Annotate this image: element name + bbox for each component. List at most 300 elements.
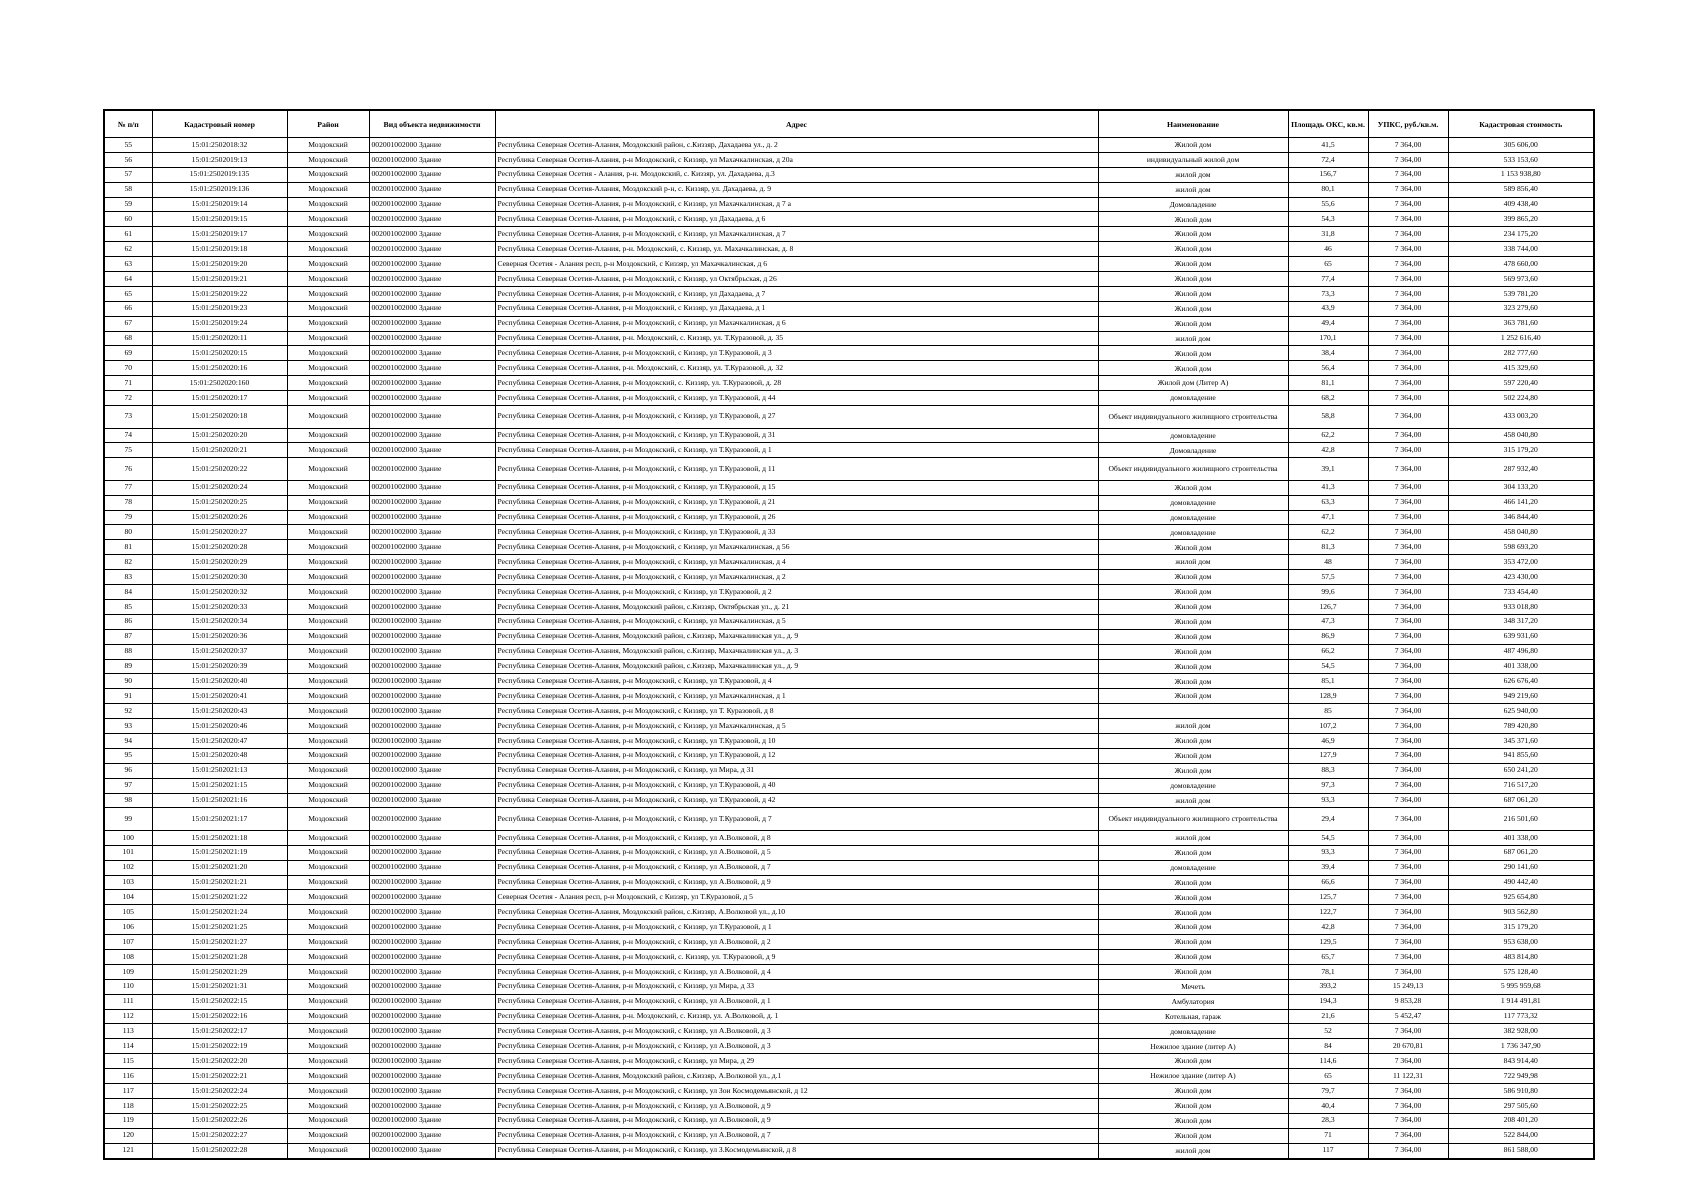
cell-cadastral-value: 953 638,00	[1448, 935, 1594, 950]
cell-area: 39,4	[1288, 860, 1368, 875]
cell-cadastral-value: 687 061,20	[1448, 845, 1594, 860]
cell-address: Республика Северная Осетия-Алания, р-н Моздокский, с Киззяр, ул Зои Космодемьянской, д 12	[495, 1084, 1098, 1099]
cell-cadastral-number: 15:01:2502020:160	[152, 376, 287, 391]
cell-district: Моздокский	[287, 629, 369, 644]
cell-cadastral-number: 15:01:2502020:11	[152, 331, 287, 346]
table-row	[104, 555, 1594, 570]
table-row	[104, 510, 1594, 525]
cell-district: Моздокский	[287, 905, 369, 920]
cell-district: Моздокский	[287, 346, 369, 361]
cell-address: Республика Северная Осетия-Алания, р-н Моздокский, с Киззяр, ул Махачкалинская, д 5	[495, 614, 1098, 629]
cell-upks: 7 364,00	[1368, 495, 1448, 510]
cell-address: Республика Северная Осетия-Алания, Моздокский район, с.Киззяр, Дахадаева ул., д. 2	[495, 138, 1098, 153]
cell-index: 115	[104, 1054, 152, 1069]
cell-cadastral-number: 15:01:2502022:24	[152, 1084, 287, 1099]
cell-district: Моздокский	[287, 182, 369, 197]
cell-object-type: 002001002000 Здание	[369, 331, 495, 346]
cell-object-type: 002001002000 Здание	[369, 495, 495, 510]
cell-cadastral-value: 586 910,80	[1448, 1084, 1594, 1099]
cell-area: 65,7	[1288, 950, 1368, 965]
cell-cadastral-number: 15:01:2502022:27	[152, 1128, 287, 1143]
table-row	[104, 1128, 1594, 1143]
cell-cadastral-value: 650 241,20	[1448, 763, 1594, 778]
table-row	[104, 525, 1594, 540]
cell-district: Моздокский	[287, 227, 369, 242]
cell-district: Моздокский	[287, 167, 369, 182]
cell-cadastral-value: 502 224,80	[1448, 391, 1594, 406]
cell-upks: 7 364,00	[1368, 950, 1448, 965]
cell-object-type: 002001002000 Здание	[369, 733, 495, 748]
cell-address: Республика Северная Осетия-Алания, р-н Моздокский, с Киззяр, ул А.Волковой, д 2	[495, 935, 1098, 950]
cell-address: Республика Северная Осетия-Алания, р-н Моздокский, с Киззяр, ул Махачкалинская, д 7 а	[495, 197, 1098, 212]
cell-upks: 7 364,00	[1368, 428, 1448, 443]
cell-cadastral-value: 348 317,20	[1448, 614, 1594, 629]
cell-address: Республика Северная Осетия-Алания, р-н Моздокский, с Киззяр, ул Т.Куразовой, д 42	[495, 793, 1098, 808]
cell-cadastral-number: 15:01:2502022:21	[152, 1069, 287, 1084]
cell-object-type: 002001002000 Здание	[369, 286, 495, 301]
cell-upks: 7 364,00	[1368, 674, 1448, 689]
cell-area: 107,2	[1288, 719, 1368, 734]
cell-area: 71	[1288, 1128, 1368, 1143]
cell-upks: 7 364,00	[1368, 138, 1448, 153]
cell-name: жилой дом	[1098, 167, 1288, 182]
cell-index: 68	[104, 331, 152, 346]
cell-index: 86	[104, 614, 152, 629]
cell-district: Моздокский	[287, 570, 369, 585]
cell-district: Моздокский	[287, 510, 369, 525]
cell-object-type: 002001002000 Здание	[369, 1009, 495, 1024]
cell-district: Моздокский	[287, 480, 369, 495]
cell-cadastral-value: 625 940,00	[1448, 704, 1594, 719]
cell-district: Моздокский	[287, 890, 369, 905]
cell-cadastral-number: 15:01:2502022:25	[152, 1098, 287, 1113]
cell-name: домовладение	[1098, 428, 1288, 443]
cell-cadastral-value: 415 329,60	[1448, 361, 1594, 376]
cell-address: Республика Северная Осетия-Алания, р-н Моздокский, с Киззяр, ул А.Волковой, д 4	[495, 964, 1098, 979]
cell-index: 117	[104, 1084, 152, 1099]
cell-cadastral-number: 15:01:2502020:36	[152, 629, 287, 644]
cell-cadastral-number: 15:01:2502020:40	[152, 674, 287, 689]
cell-area: 21,6	[1288, 1009, 1368, 1024]
cell-area: 41,5	[1288, 138, 1368, 153]
cell-upks: 20 670,81	[1368, 1039, 1448, 1054]
cell-name: Нежилое здание (литер А)	[1098, 1039, 1288, 1054]
table-body	[104, 138, 1594, 1159]
cell-district: Моздокский	[287, 242, 369, 257]
cell-name: жилой дом	[1098, 719, 1288, 734]
cell-upks: 7 364,00	[1368, 458, 1448, 481]
cell-object-type: 002001002000 Здание	[369, 428, 495, 443]
cell-object-type: 002001002000 Здание	[369, 406, 495, 429]
cell-cadastral-value: 941 855,60	[1448, 748, 1594, 763]
cell-upks: 7 364,00	[1368, 346, 1448, 361]
cell-name: Жилой дом	[1098, 659, 1288, 674]
cell-cadastral-value: 304 133,20	[1448, 480, 1594, 495]
cell-upks: 7 364,00	[1368, 875, 1448, 890]
table-row	[104, 704, 1594, 719]
cell-object-type: 002001002000 Здание	[369, 1039, 495, 1054]
cell-area: 54,5	[1288, 830, 1368, 845]
table-row	[104, 316, 1594, 331]
cell-cadastral-value: 598 693,20	[1448, 540, 1594, 555]
cell-upks: 7 364,00	[1368, 704, 1448, 719]
cell-upks: 7 364,00	[1368, 733, 1448, 748]
table-row	[104, 495, 1594, 510]
cell-district: Моздокский	[287, 920, 369, 935]
cell-area: 63,3	[1288, 495, 1368, 510]
cell-cadastral-value: 287 932,40	[1448, 458, 1594, 481]
cell-cadastral-value: 401 338,00	[1448, 659, 1594, 674]
cell-name: Жилой дом	[1098, 875, 1288, 890]
cell-district: Моздокский	[287, 935, 369, 950]
table-row	[104, 480, 1594, 495]
cell-object-type: 002001002000 Здание	[369, 1113, 495, 1128]
cell-object-type: 002001002000 Здание	[369, 376, 495, 391]
cell-district: Моздокский	[287, 793, 369, 808]
cell-area: 54,5	[1288, 659, 1368, 674]
cell-cadastral-value: 533 153,60	[1448, 152, 1594, 167]
cell-address: Республика Северная Осетия-Алания, р-н Моздокский, с Киззяр, ул Т.Куразовой, д 1	[495, 920, 1098, 935]
cell-district: Моздокский	[287, 1009, 369, 1024]
cell-address: Республика Северная Осетия-Алания, р-н Моздокский, с. Киззяр, ул. Т.Куразовой, д 9	[495, 950, 1098, 965]
cell-cadastral-number: 15:01:2502020:39	[152, 659, 287, 674]
cell-object-type: 002001002000 Здание	[369, 361, 495, 376]
cell-upks: 7 364,00	[1368, 361, 1448, 376]
cell-index: 62	[104, 242, 152, 257]
cell-district: Моздокский	[287, 331, 369, 346]
cell-index: 84	[104, 585, 152, 600]
cell-area: 40,4	[1288, 1098, 1368, 1113]
cell-index: 71	[104, 376, 152, 391]
table-row	[104, 1069, 1594, 1084]
cell-cadastral-number: 15:01:2502020:21	[152, 443, 287, 458]
cell-address: Республика Северная Осетия-Алания, р-н Моздокский, с Киззяр, ул Дахадаева, д 7	[495, 286, 1098, 301]
cell-object-type: 002001002000 Здание	[369, 704, 495, 719]
table-row	[104, 778, 1594, 793]
cell-address: Республика Северная Осетия-Алания, р-н. Моздокский, с. Киззяр, ул. Т.Куразовой, д. 35	[495, 331, 1098, 346]
cell-cadastral-value: 522 844,00	[1448, 1128, 1594, 1143]
cell-area: 97,3	[1288, 778, 1368, 793]
cell-index: 100	[104, 830, 152, 845]
cell-area: 65	[1288, 257, 1368, 272]
cell-object-type: 002001002000 Здание	[369, 905, 495, 920]
cell-index: 66	[104, 301, 152, 316]
cell-cadastral-value: 483 814,80	[1448, 950, 1594, 965]
cell-index: 103	[104, 875, 152, 890]
cell-cadastral-number: 15:01:2502022:20	[152, 1054, 287, 1069]
cell-cadastral-number: 15:01:2502021:13	[152, 763, 287, 778]
cell-object-type: 002001002000 Здание	[369, 212, 495, 227]
cell-address: Республика Северная Осетия-Алания, р-н Моздокский, с Киззяр, ул Махачкалинская, д 56	[495, 540, 1098, 555]
cell-index: 106	[104, 920, 152, 935]
cell-area: 68,2	[1288, 391, 1368, 406]
cell-area: 78,1	[1288, 964, 1368, 979]
cell-address: Северная Осетия - Алания респ, р-н Моздокский, с Киззяр, ул Т.Куразовой, д 5	[495, 890, 1098, 905]
cell-district: Моздокский	[287, 674, 369, 689]
cell-name: Мечеть	[1098, 979, 1288, 994]
cell-cadastral-number: 15:01:2502020:24	[152, 480, 287, 495]
cell-cadastral-number: 15:01:2502020:43	[152, 704, 287, 719]
cell-address: Республика Северная Осетия-Алания, р-н Моздокский, с Киззяр, ул А.Волковой, д 8	[495, 830, 1098, 845]
cell-upks: 7 364,00	[1368, 689, 1448, 704]
table-row	[104, 182, 1594, 197]
cell-cadastral-value: 409 438,40	[1448, 197, 1594, 212]
cell-address: Республика Северная Осетия-Алания, р-н Моздокский, с Киззяр, ул Махачкалинская, д 1	[495, 689, 1098, 704]
cell-district: Моздокский	[287, 555, 369, 570]
cell-cadastral-value: 843 914,40	[1448, 1054, 1594, 1069]
cell-address: Республика Северная Осетия - Алания, р-н. Моздокский, с. Киззяр, ул. Дахадаева, д.3	[495, 167, 1098, 182]
table-row	[104, 1009, 1594, 1024]
cell-address: Республика Северная Осетия-Алания, р-н Моздокский, с Киззяр, ул Т.Куразовой, д 40	[495, 778, 1098, 793]
cell-upks: 7 364,00	[1368, 316, 1448, 331]
cell-district: Моздокский	[287, 994, 369, 1009]
cell-cadastral-number: 15:01:2502021:15	[152, 778, 287, 793]
cell-object-type: 002001002000 Здание	[369, 659, 495, 674]
cell-object-type: 002001002000 Здание	[369, 443, 495, 458]
cell-cadastral-value: 1 153 938,80	[1448, 167, 1594, 182]
cell-area: 80,1	[1288, 182, 1368, 197]
cell-cadastral-value: 346 844,40	[1448, 510, 1594, 525]
table-row	[104, 890, 1594, 905]
cell-area: 39,1	[1288, 458, 1368, 481]
cell-area: 73,3	[1288, 286, 1368, 301]
cell-area: 72,4	[1288, 152, 1368, 167]
cell-name: Жилой дом	[1098, 920, 1288, 935]
cell-cadastral-number: 15:01:2502021:25	[152, 920, 287, 935]
cell-object-type: 002001002000 Здание	[369, 830, 495, 845]
cell-address: Республика Северная Осетия-Алания, р-н Моздокский, с Киззяр, ул Т.Куразовой, д 31	[495, 428, 1098, 443]
cell-index: 110	[104, 979, 152, 994]
cell-district: Моздокский	[287, 689, 369, 704]
cell-area: 58,8	[1288, 406, 1368, 429]
cell-address: Северная Осетия - Алания респ, р-н Моздокский, с Киззяр, ул Махачкалинская, д 6	[495, 257, 1098, 272]
cell-upks: 7 364,00	[1368, 182, 1448, 197]
cell-cadastral-value: 569 973,60	[1448, 272, 1594, 287]
cell-address: Республика Северная Осетия-Алания, р-н Моздокский, с Киззяр, ул Махачкалинская, д 5	[495, 719, 1098, 734]
cell-area: 47,1	[1288, 510, 1368, 525]
cell-index: 95	[104, 748, 152, 763]
cell-area: 42,8	[1288, 443, 1368, 458]
cell-name: домовладение	[1098, 778, 1288, 793]
table-row	[104, 197, 1594, 212]
cell-upks: 7 364,00	[1368, 614, 1448, 629]
cell-area: 56,4	[1288, 361, 1368, 376]
cell-address: Республика Северная Осетия-Алания, р-н Моздокский, с Киззяр, ул Дахадаева, д 6	[495, 212, 1098, 227]
cell-district: Моздокский	[287, 1098, 369, 1113]
cell-cadastral-number: 15:01:2502021:16	[152, 793, 287, 808]
table-row	[104, 257, 1594, 272]
cell-address: Республика Северная Осетия-Алания, р-н Моздокский, с Киззяр, ул Махачкалинская, д 4	[495, 555, 1098, 570]
cell-object-type: 002001002000 Здание	[369, 875, 495, 890]
cell-index: 116	[104, 1069, 152, 1084]
cell-name: домовладение	[1098, 860, 1288, 875]
cell-cadastral-number: 15:01:2502020:47	[152, 733, 287, 748]
cell-cadastral-number: 15:01:2502019:135	[152, 167, 287, 182]
cell-object-type: 002001002000 Здание	[369, 994, 495, 1009]
cell-object-type: 002001002000 Здание	[369, 316, 495, 331]
cell-name: домовладение	[1098, 1024, 1288, 1039]
cell-cadastral-value: 382 928,00	[1448, 1024, 1594, 1039]
cell-address: Республика Северная Осетия-Алания, р-н Моздокский, с Киззяр, ул Т.Куразовой, д 44	[495, 391, 1098, 406]
cell-area: 62,2	[1288, 428, 1368, 443]
cell-cadastral-number: 15:01:2502022:19	[152, 1039, 287, 1054]
cell-cadastral-value: 716 517,20	[1448, 778, 1594, 793]
cell-cadastral-value: 208 401,20	[1448, 1113, 1594, 1128]
cell-district: Моздокский	[287, 272, 369, 287]
cell-area: 29,4	[1288, 808, 1368, 831]
cell-index: 83	[104, 570, 152, 585]
cell-upks: 7 364,00	[1368, 808, 1448, 831]
table-row	[104, 689, 1594, 704]
cell-name: домовладение	[1098, 510, 1288, 525]
cell-cadastral-number: 15:01:2502020:15	[152, 346, 287, 361]
cell-index: 56	[104, 152, 152, 167]
cell-area: 127,9	[1288, 748, 1368, 763]
cell-index: 76	[104, 458, 152, 481]
cell-cadastral-number: 15:01:2502021:22	[152, 890, 287, 905]
cell-object-type: 002001002000 Здание	[369, 1054, 495, 1069]
cell-index: 60	[104, 212, 152, 227]
cell-index: 59	[104, 197, 152, 212]
cell-upks: 7 364,00	[1368, 301, 1448, 316]
cell-area: 28,3	[1288, 1113, 1368, 1128]
cell-name: Жилой дом	[1098, 346, 1288, 361]
cell-cadastral-value: 733 454,40	[1448, 585, 1594, 600]
cell-cadastral-value: 305 606,00	[1448, 138, 1594, 153]
cell-cadastral-value: 401 338,00	[1448, 830, 1594, 845]
table-row	[104, 1143, 1594, 1158]
cell-index: 101	[104, 845, 152, 860]
cell-name: Жилой дом	[1098, 242, 1288, 257]
cell-index: 99	[104, 808, 152, 831]
cell-index: 88	[104, 644, 152, 659]
cell-address: Республика Северная Осетия-Алания, р-н Моздокский, с Киззяр, ул Махачкалинская, д 6	[495, 316, 1098, 331]
cell-cadastral-value: 925 654,80	[1448, 890, 1594, 905]
cell-name: Жилой дом	[1098, 227, 1288, 242]
header-address: Адрес	[495, 110, 1098, 138]
table-row	[104, 1024, 1594, 1039]
cell-object-type: 002001002000 Здание	[369, 599, 495, 614]
table-row	[104, 733, 1594, 748]
cell-address: Республика Северная Осетия-Алания, р-н Моздокский, с Киззяр, ул Т.Куразовой, д 7	[495, 808, 1098, 831]
cell-object-type: 002001002000 Здание	[369, 182, 495, 197]
cell-district: Моздокский	[287, 540, 369, 555]
cell-upks: 7 364,00	[1368, 152, 1448, 167]
cell-area: 47,3	[1288, 614, 1368, 629]
cell-upks: 7 364,00	[1368, 1054, 1448, 1069]
cell-object-type: 002001002000 Здание	[369, 525, 495, 540]
cell-upks: 7 364,00	[1368, 570, 1448, 585]
cell-cadastral-value: 282 777,60	[1448, 346, 1594, 361]
cell-index: 58	[104, 182, 152, 197]
cell-object-type: 002001002000 Здание	[369, 346, 495, 361]
cell-index: 96	[104, 763, 152, 778]
cell-object-type: 002001002000 Здание	[369, 644, 495, 659]
cell-upks: 7 364,00	[1368, 406, 1448, 429]
cell-district: Моздокский	[287, 585, 369, 600]
cell-district: Моздокский	[287, 979, 369, 994]
table-row	[104, 845, 1594, 860]
cell-upks: 7 364,00	[1368, 748, 1448, 763]
cell-name: Жилой дом	[1098, 301, 1288, 316]
cell-area: 170,1	[1288, 331, 1368, 346]
cell-upks: 7 364,00	[1368, 480, 1448, 495]
cell-upks: 7 364,00	[1368, 555, 1448, 570]
cell-cadastral-value: 789 420,80	[1448, 719, 1594, 734]
cell-object-type: 002001002000 Здание	[369, 950, 495, 965]
cell-address: Республика Северная Осетия-Алания, Моздокский р-н, с. Киззяр, ул. Дахадаева, д. 9	[495, 182, 1098, 197]
cell-area: 42,8	[1288, 920, 1368, 935]
cell-cadastral-value: 722 949,98	[1448, 1069, 1594, 1084]
cell-cadastral-value: 626 676,40	[1448, 674, 1594, 689]
cell-object-type: 002001002000 Здание	[369, 555, 495, 570]
cell-upks: 7 364,00	[1368, 1113, 1448, 1128]
cell-area: 122,7	[1288, 905, 1368, 920]
table-row	[104, 391, 1594, 406]
cell-upks: 7 364,00	[1368, 257, 1448, 272]
header-object-type: Вид объекта недвижимости	[369, 110, 495, 138]
cell-area: 93,3	[1288, 793, 1368, 808]
cell-object-type: 002001002000 Здание	[369, 227, 495, 242]
cell-name: жилой дом	[1098, 182, 1288, 197]
cell-address: Республика Северная Осетия-Алания, р-н Моздокский, с Киззяр, ул А.Волковой, д 7	[495, 1128, 1098, 1143]
table-row	[104, 629, 1594, 644]
table-row	[104, 361, 1594, 376]
table-row	[104, 860, 1594, 875]
cell-upks: 7 364,00	[1368, 443, 1448, 458]
cell-area: 57,5	[1288, 570, 1368, 585]
cell-address: Республика Северная Осетия-Алания, р-н Моздокский, с Киззяр, ул Т.Куразовой, д 33	[495, 525, 1098, 540]
cell-address: Республика Северная Осетия-Алания, р-н Моздокский, с Киззяр, ул Т.Куразовой, д 26	[495, 510, 1098, 525]
cell-index: 55	[104, 138, 152, 153]
table-row	[104, 875, 1594, 890]
cell-area: 66,2	[1288, 644, 1368, 659]
cell-name: жилой дом	[1098, 555, 1288, 570]
cell-district: Моздокский	[287, 704, 369, 719]
cell-district: Моздокский	[287, 1024, 369, 1039]
cell-object-type: 002001002000 Здание	[369, 570, 495, 585]
cell-index: 87	[104, 629, 152, 644]
cell-cadastral-number: 15:01:2502022:15	[152, 994, 287, 1009]
cell-address: Республика Северная Осетия-Алания, р-н Моздокский, с Киззяр, ул Т.Куразовой, д 2	[495, 585, 1098, 600]
cell-area: 85,1	[1288, 674, 1368, 689]
cell-district: Моздокский	[287, 316, 369, 331]
table-row	[104, 1113, 1594, 1128]
cell-district: Моздокский	[287, 845, 369, 860]
table-row	[104, 1054, 1594, 1069]
cell-cadastral-value: 589 856,40	[1448, 182, 1594, 197]
table-row	[104, 272, 1594, 287]
table-row	[104, 152, 1594, 167]
cell-area: 54,3	[1288, 212, 1368, 227]
cell-name: Жилой дом	[1098, 585, 1288, 600]
cell-name: Жилой дом	[1098, 599, 1288, 614]
table-row	[104, 331, 1594, 346]
cell-district: Моздокский	[287, 428, 369, 443]
cell-upks: 7 364,00	[1368, 540, 1448, 555]
cell-object-type: 002001002000 Здание	[369, 257, 495, 272]
cell-index: 85	[104, 599, 152, 614]
cell-cadastral-number: 15:01:2502019:20	[152, 257, 287, 272]
table-row	[104, 570, 1594, 585]
cell-address: Республика Северная Осетия-Алания, р-н Моздокский, с Киззяр, ул А.Волковой, д 9	[495, 1098, 1098, 1113]
cell-object-type: 002001002000 Здание	[369, 674, 495, 689]
cell-upks: 7 364,00	[1368, 1128, 1448, 1143]
cell-object-type: 002001002000 Здание	[369, 614, 495, 629]
cell-cadastral-number: 15:01:2502021:18	[152, 830, 287, 845]
cell-name: Жилой дом	[1098, 629, 1288, 644]
cell-cadastral-value: 234 175,20	[1448, 227, 1594, 242]
